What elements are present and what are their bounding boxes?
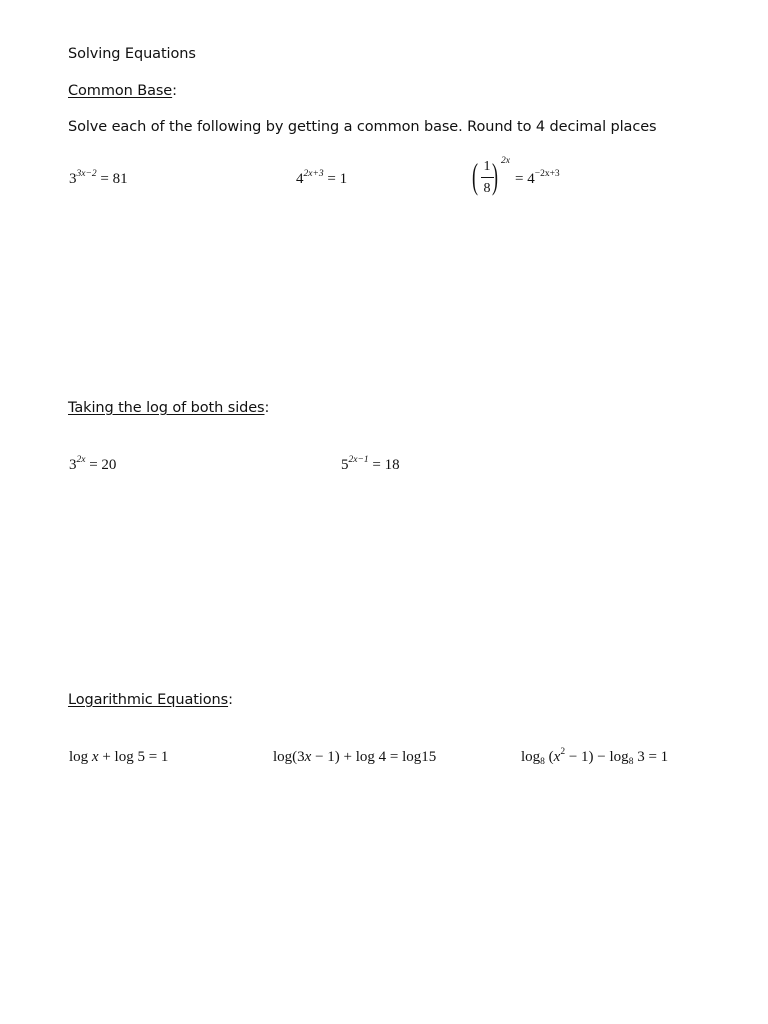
heading-colon: : <box>264 400 270 416</box>
section-heading-taking-log <box>68 400 269 416</box>
section-heading-logarithmic <box>68 692 233 708</box>
equation-logarithmic-1 <box>69 749 168 766</box>
equation-common-base-2 <box>296 171 347 188</box>
eq-part: − 1) + log 4 = log15 <box>311 749 437 765</box>
eq-variable: x <box>553 749 561 765</box>
eq-log-base: 8 <box>540 757 545 767</box>
eq-base: 4 <box>296 171 304 187</box>
eq-part: 3 = 1 <box>633 749 669 765</box>
eq-exponent: 2x <box>76 455 86 465</box>
equation-common-base-3 <box>472 156 582 202</box>
fraction-denominator: 8 <box>483 181 491 196</box>
eq-rhs <box>515 171 560 188</box>
eq-part: log <box>521 749 541 765</box>
instruction-text: Solve each of the following by getting a common base. Round to 4 decimal places <box>68 119 657 135</box>
eq-rhs: = 18 <box>368 457 400 473</box>
page-title: Solving Equations <box>68 46 196 62</box>
equation-logarithmic-3 <box>521 749 668 766</box>
eq-exponent: 2x−1 <box>348 455 369 465</box>
eq-rhs-base: = 4 <box>515 171 535 187</box>
eq-rhs-exponent: −2x+3 <box>534 169 560 179</box>
eq-part: − 1) − log <box>565 749 629 765</box>
eq-part: log <box>69 749 92 765</box>
eq-part: + log 5 = 1 <box>98 749 169 765</box>
fraction-numerator: 1 <box>483 159 491 174</box>
equation-logarithmic-2 <box>273 749 436 766</box>
eq-variable: x <box>304 749 312 765</box>
eq-rhs: = 20 <box>85 457 117 473</box>
heading-colon: : <box>228 692 233 708</box>
eq-exponent: 2 <box>560 747 566 757</box>
equation-taking-log-2 <box>341 457 400 474</box>
eq-rhs: = 81 <box>96 171 128 187</box>
section-heading-text: Taking the log of both sides <box>68 400 265 416</box>
eq-variable: x <box>91 749 99 765</box>
section-heading-common-base <box>68 83 177 99</box>
eq-rhs: = 1 <box>323 171 348 187</box>
eq-log-base: 8 <box>628 757 634 767</box>
eq-base: 3 <box>69 457 77 473</box>
left-paren: ( <box>472 156 478 196</box>
heading-colon: : <box>172 83 177 99</box>
section-heading-text: Logarithmic Equations <box>68 692 229 708</box>
eq-base: 3 <box>69 171 77 187</box>
eq-base: 5 <box>341 457 349 473</box>
eq-exponent: 2x+3 <box>303 169 324 179</box>
equation-common-base-1 <box>69 171 128 188</box>
equation-taking-log-1 <box>69 457 116 474</box>
eq-exponent: 2x <box>501 156 510 166</box>
section-heading-text: Common Base <box>68 83 173 99</box>
eq-part: ( <box>544 749 554 765</box>
eq-exponent: 3x−2 <box>76 169 97 179</box>
eq-part: log(3 <box>273 749 305 765</box>
right-paren: ) <box>492 156 498 196</box>
